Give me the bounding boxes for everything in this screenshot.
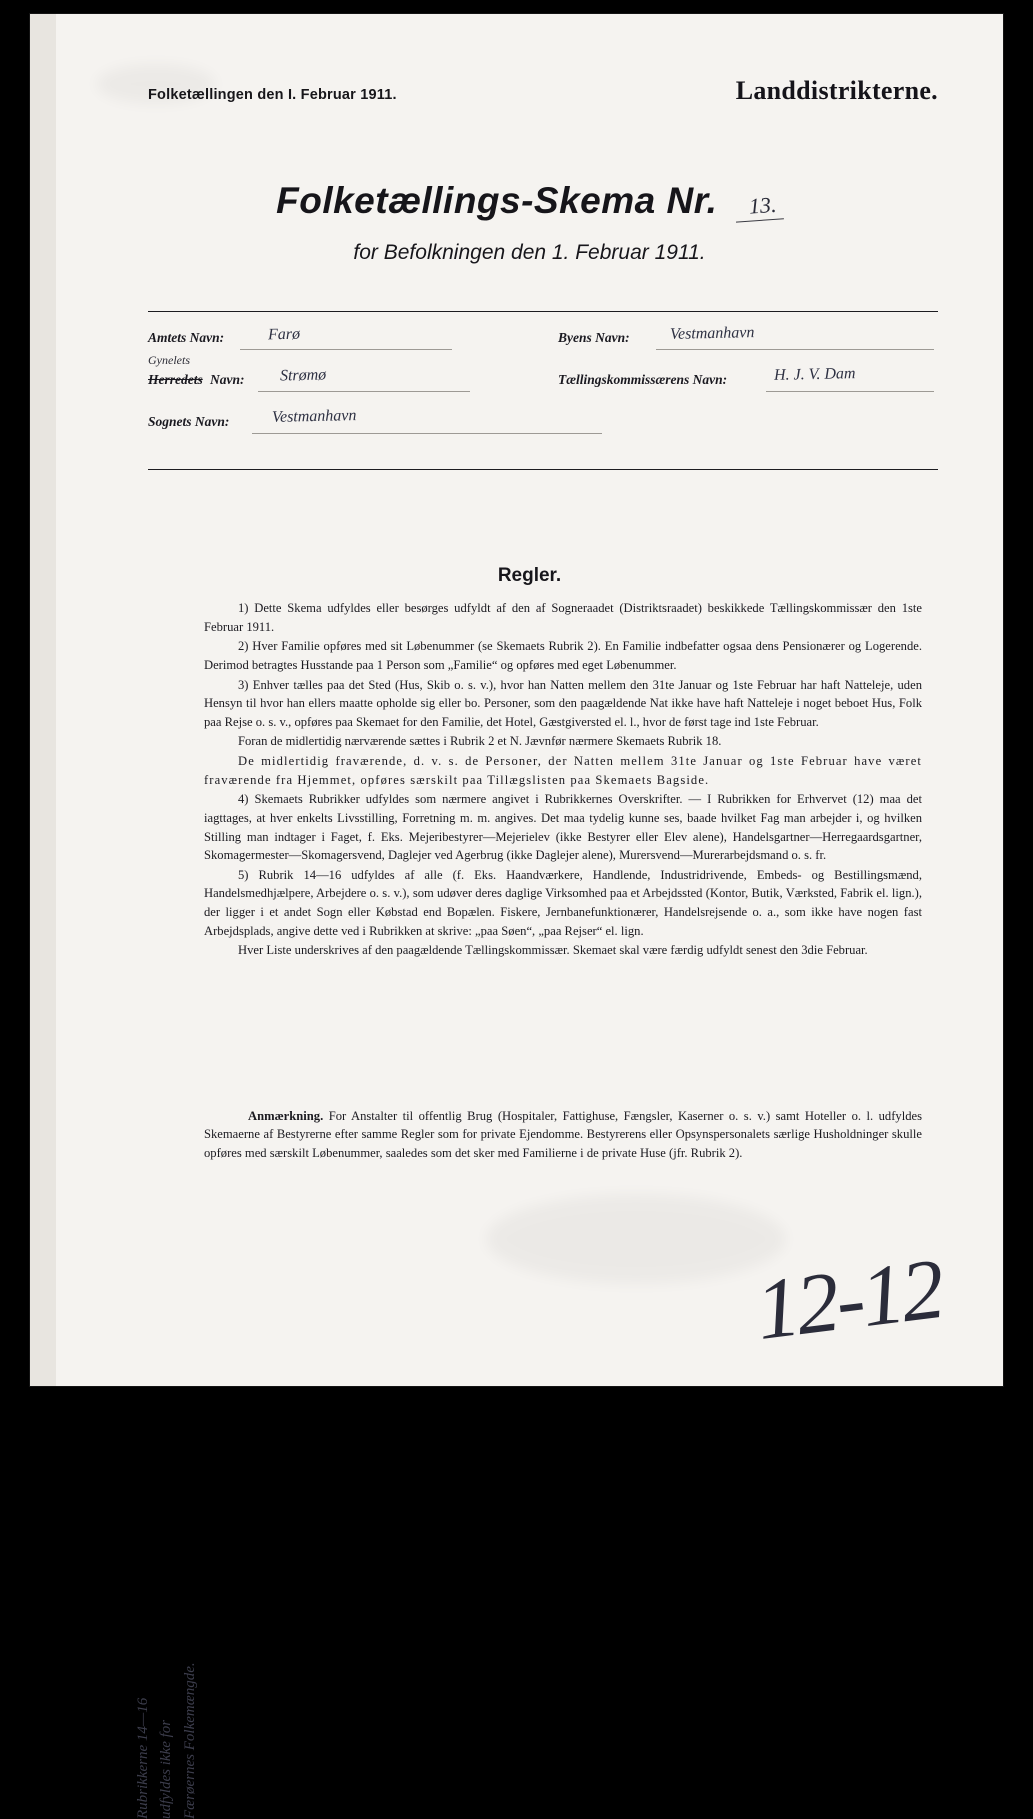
divider-bottom [148, 469, 938, 470]
scanned-page [30, 14, 1003, 1819]
anmaerkning-block [204, 1107, 922, 1162]
sogn-label: Sognets Navn: [148, 414, 230, 429]
field-row-amt [148, 324, 938, 358]
regler-body [204, 599, 922, 961]
page-title [56, 180, 1003, 222]
herred-label: Herredets [148, 372, 203, 387]
gynelets-label: Gynelets [148, 353, 190, 367]
regler-heading: Regler. [497, 565, 562, 586]
margin-note-line-3: Færøernes Folkemængde. [181, 1662, 198, 1819]
schema-number-handwritten: 13. [734, 191, 783, 222]
amt-value: Farø [267, 325, 301, 344]
kommissaer-rule [766, 391, 934, 392]
margin-note-line-1: Rubrikkerne 14—16 [135, 1697, 151, 1819]
rule-item: 5) Rubrik 14—16 udfyldes af alle (f. Eks. Haandværkere, Handlende, Industridrivende, Embeds- og Bestillingsmænd, Handelsmedhjælpere, Arbejdere o. s. v.), som udøver deres daglige Virksomhed paa et Arbejdssted (Kontor, Butik, Værksted, Fabrik el. lign.), der ligger i et andet Sogn eller Købstad end Bopælen. Fiskere, Jernbanefunktionærer, Handelsrejsende o. a., som ikke have nogen fast Arbejdsplads, angive dette ved i Rubrikken at skrive: „paa Søen“, „paa Rejser“ el. lign. [204, 867, 922, 938]
divider-top [148, 311, 938, 312]
margin-note-line-2: udfyldes ikke for [158, 1719, 175, 1819]
rule-item: 1) Dette Skema udfyldes eller besørges udfyldt af den af Sogneraadet (Distriktsraadet) beskikkede Tællingskommissær den 1ste Februar 1911. [204, 601, 922, 634]
herred-navn-label: Navn: [210, 372, 245, 387]
sogn-rule [252, 433, 602, 434]
by-rule [656, 349, 934, 350]
document-paper [56, 14, 1003, 1819]
kommissaer-value: H. J. V. Dam [773, 365, 856, 384]
page-left-edge [30, 14, 57, 1386]
header-right-title: Landdistrikterne. [735, 76, 938, 105]
rule-item: 3) Enhver tælles paa det Sted (Hus, Skib o. s. v.), hvor han Natten mellem den 31te Januar og 1ste Februar har haft Natteleje, uden Hensyn til hvor han ellers maatte opholde sig eller bo. Personer, som den paagældende Nat ikke have haft Natteleje i noget beboet Hus, Folk paa Rejse o. s. v., opføres paa Skemaet for den Familie, det Hotel, Gæstgiversted el. l., hvor de først tage ind 1ste Februar. [204, 677, 922, 729]
sogn-value: Vestmanhavn [271, 407, 357, 426]
anmaerkning-label: Anmærkning. [248, 1109, 324, 1123]
by-label: Byens Navn: [558, 330, 630, 345]
anmaerkning-text: For Anstalter til offentlig Brug (Hospitaler, Fattighuse, Fængsler, Kaserner o. s. v.) samt Hoteller o. l. udfyldes Skemaerne af Bestyrerne efter samme Regler som for private Ejendomme. Bestyrerens eller Opsynspersonalets særlige Husholdninger skulle opføres med særskilt Løbenummer, saaledes som det sker med Familierne i de private Huse (jfr. Rubrik 2). [204, 1109, 922, 1160]
herred-value: Strømø [279, 366, 327, 385]
rule-item: Foran de midlertidig nærværende sættes i Rubrik 2 et N. Jævnfør nærmere Skemaets Rubrik 18. [238, 734, 722, 749]
rule-item: Hver Liste underskrives af den paagældende Tællingskommissær. Skemaet skal være færdig udfyldt senest den 3die Februar. [238, 943, 868, 958]
margin-note [112, 914, 198, 1819]
form-fields [148, 324, 938, 430]
by-value: Vestmanhavn [669, 324, 755, 343]
rule-item: 4) Skemaets Rubrikker udfyldes som nærmere angivet i Rubrikkernes Overskrifter. — I Rubrikken for Erhvervet (12) maa det iagttages, at hver enkelts Livsstilling, Forretning m. m. angives. Det maa tydelig kunne ses, baade hvilket Fag man arbejder i, og hvilken Stilling man indtager i Faget, f. Eks. Mejeribestyrer—Mejerielev (ikke Bestyrer eller Elev alene), Handelsgartner—Herregaardsgartner, Skomagermester—Skomagersvend, Daglejer ved Agerbrug (ikke Daglejer alene), Murersvend—Murerarbejdsmand o. s. fr. [204, 792, 922, 863]
kommissaer-label: Tællingskommissærens Navn: [558, 372, 728, 387]
field-row-sogn [148, 400, 938, 430]
page-subtitle: for Befolkningen den 1. Februar 1911. [353, 241, 706, 264]
bottom-handwritten-number: 12-12 [750, 1240, 947, 1358]
rule-item: 2) Hver Familie opføres med sit Løbenummer (se Skemaets Rubrik 2). En Familie indbefatter ogsaa dens Pensionærer og Logerende. Derimod betragtes Husstande paa 1 Person som „Familie“ og opføres med eget Løbenummer. [204, 639, 922, 672]
amt-rule [240, 349, 452, 350]
amt-label: Amtets Navn: [148, 330, 225, 345]
herred-rule [258, 391, 470, 392]
page-header [148, 76, 938, 106]
rule-item: De midlertidig fraværende, d. v. s. de Personer, der Natten mellem 31te Januar og 1ste Februar have været fraværende fra Hjemmet, opføres særskilt paa Tillægslisten paa Skemaets Bagside. [204, 754, 922, 787]
main-title-text: Folketællings-Skema Nr. [276, 180, 718, 221]
scan-smudge [486, 1194, 786, 1284]
margin-note-lines [132, 1569, 202, 1819]
header-left-title: Folketællingen den I. Februar 1911. [148, 87, 397, 103]
field-row-herred [148, 353, 938, 400]
